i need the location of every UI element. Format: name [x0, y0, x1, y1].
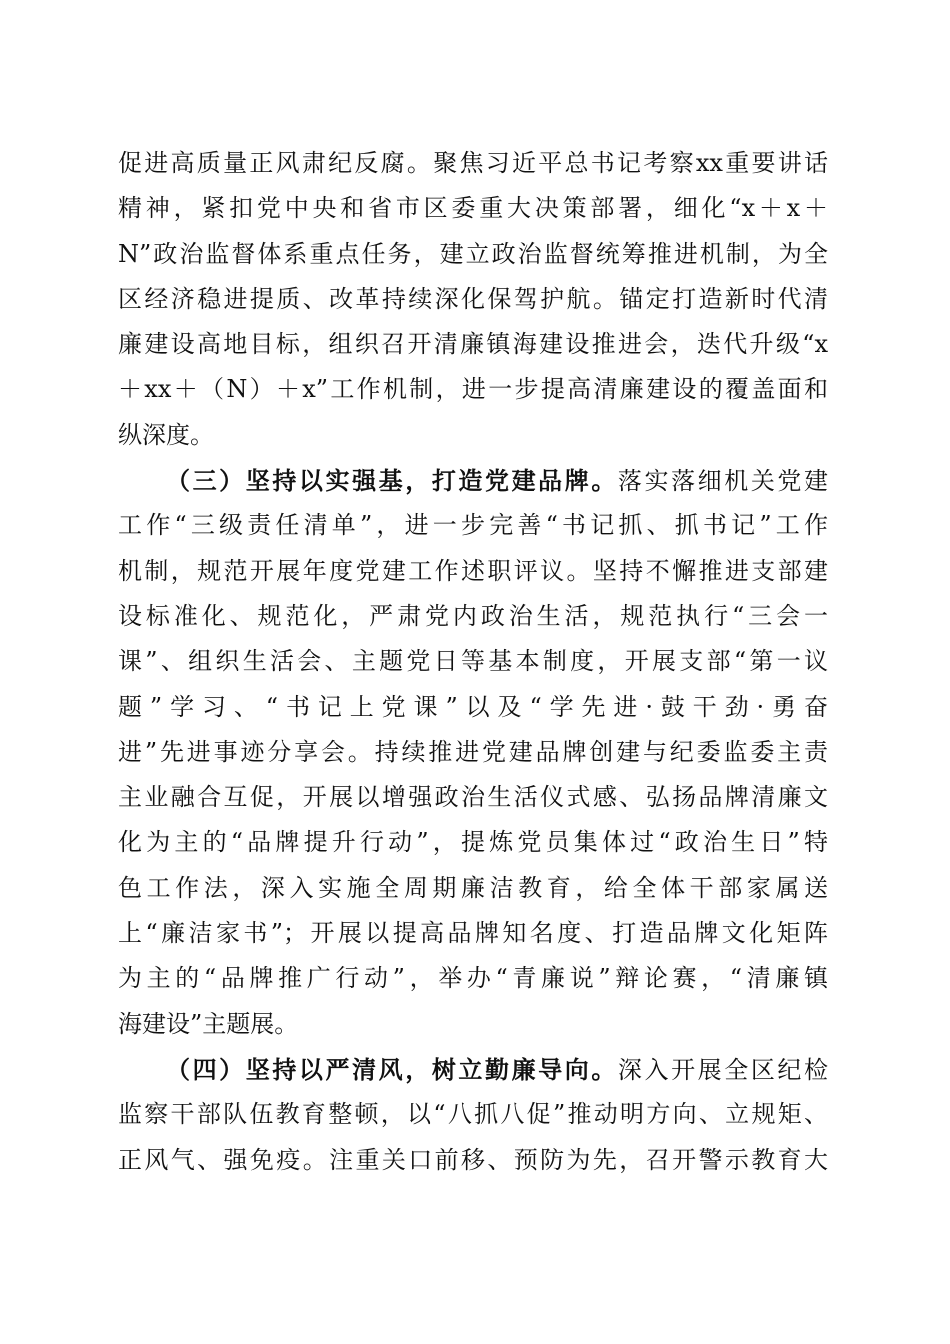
paragraph-line: 主业融合互促，开展以增强政治生活仪式感、弘扬品牌清廉文 — [118, 783, 828, 812]
paragraph-line: 机制，规范开展年度党建工作述职评议。坚持不懈推进支部建 — [118, 556, 828, 585]
paragraph-line: 设标准化、规范化，严肃党内政治生活，规范执行“三会一 — [118, 601, 828, 630]
paragraph-line: 工作“三级责任清单”，进一步完善“书记抓、抓书记”工作 — [118, 511, 828, 540]
paragraph-line: 海建设”主题展。 — [118, 1009, 299, 1038]
paragraph-line: 精神，紧扣党中央和省市区委重大决策部署，细化“x＋x＋ — [118, 194, 828, 223]
paragraph-line: 色工作法，深入实施全周期廉洁教育，给全体干部家属送 — [118, 873, 828, 902]
paragraph-3 — [118, 1047, 828, 1183]
paragraph-line: 进”先进事迹分享会。持续推进党建品牌创建与纪委监委主责 — [118, 737, 828, 766]
section-heading: （四）坚持以严清风，树立勤廉导向。 — [166, 1054, 618, 1084]
paragraph-line: 促进高质量正风肃纪反腐。聚焦习近平总书记考察xx重要讲话 — [118, 149, 828, 177]
paragraph-line: 题”学习、“书记上党课”以及“学先进·鼓干劲·勇奋 — [118, 692, 828, 721]
paragraph-line: 课”、组织生活会、主题党日等基本制度，开展支部“第一议 — [118, 647, 828, 676]
paragraph-1 — [118, 141, 828, 458]
paragraph-line: 化为主的“品牌提升行动”，提炼党员集体过“政治生日”特 — [118, 828, 828, 857]
paragraph-first-line-text: 落实落细机关党建 — [617, 467, 829, 496]
paragraph-line: 上“廉洁家书”；开展以提高品牌知名度、打造品牌文化矩阵 — [118, 919, 828, 948]
section-heading: （三）坚持以实强基，打造党建品牌。 — [166, 466, 618, 496]
paragraph-line: 监察干部队伍教育整顿，以“八抓八促”推动明方向、立规矩、 — [118, 1100, 828, 1129]
paragraph-line: ＋xx＋（N）＋x”工作机制，进一步提高清廉建设的覆盖面和 — [118, 375, 828, 404]
paragraph-2 — [118, 458, 828, 1047]
paragraph-line: N”政治监督体系重点任务，建立政治监督统筹推进机制，为全 — [118, 239, 828, 268]
paragraph-first-line — [118, 458, 828, 503]
paragraph-line: 为主的“品牌推广行动”，举办“青廉说”辩论赛，“清廉镇 — [118, 964, 828, 993]
paragraph-first-line-text: 深入开展全区纪检 — [617, 1055, 829, 1084]
paragraph-line: 区经济稳进提质、改革持续深化保驾护航。锚定打造新时代清 — [118, 284, 828, 313]
paragraph-line: 廉建设高地目标，组织召开清廉镇海建设推进会，迭代升级“x — [118, 330, 828, 359]
paragraph-line: 纵深度。 — [118, 420, 214, 449]
paragraph-line: 正风气、强免疫。注重关口前移、预防为先，召开警示教育大 — [118, 1145, 828, 1174]
paragraph-first-line — [118, 1047, 828, 1092]
document-body — [118, 141, 828, 1183]
